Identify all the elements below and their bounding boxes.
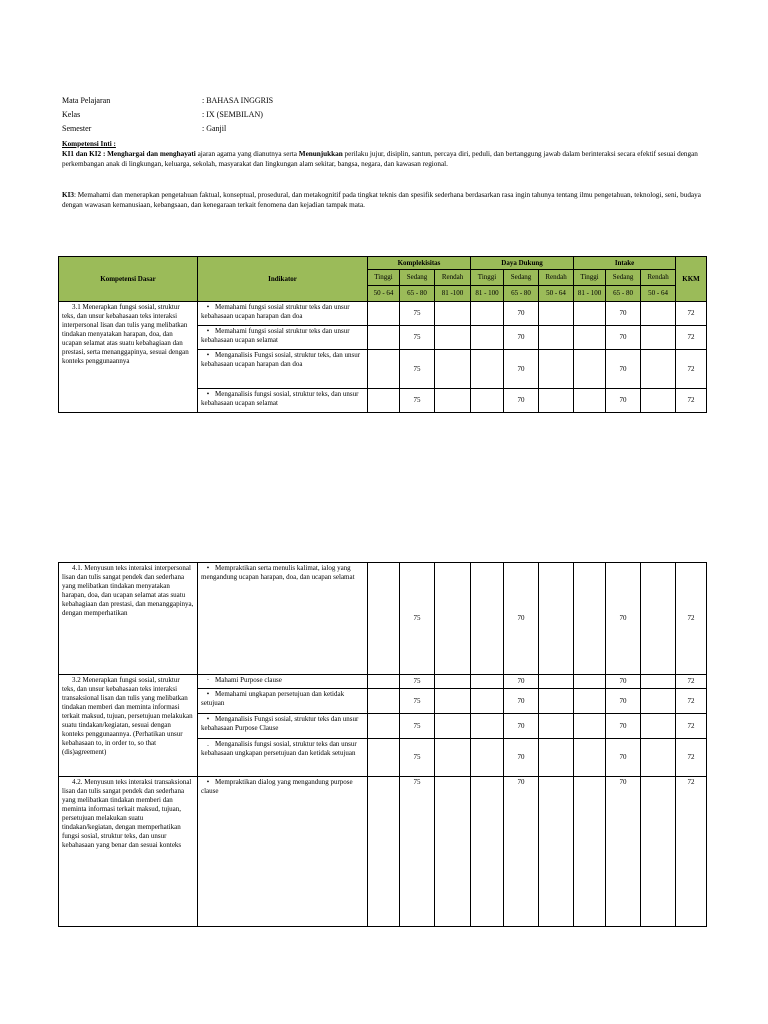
header-tinggi: Tinggi: [471, 270, 504, 286]
kd-3-1: 3.1 Menerapkan fungsi sosial, struktur teks, dan unsur kebahasaan teks interaksi interpersonal lisan dan tulis yang melibatkan tindakan menyatakan harapan, doa, dan ucapan selamat atas suatu kebahagiaan dan prestasi, serta menanggapinya, sesuai dengan konteks penggunaannya: [59, 302, 198, 413]
intake-value: 70: [606, 350, 641, 389]
dd-value: 70: [504, 350, 539, 389]
kompetensi-inti-ki12: [62, 139, 712, 169]
header-indikator: Indikator: [198, 257, 368, 302]
komp-value: 75: [400, 350, 435, 389]
indikator-cell: . Menganalisis fungsi sosial, struktur teks dan unsur kebahasaan ungkapan persetujuan dan ketidak setujuan: [198, 739, 368, 777]
header-rendah: Rendah: [539, 270, 574, 286]
range-cell: 81 - 100: [574, 286, 606, 302]
dd-value: 70: [504, 302, 539, 326]
range-cell: 65 - 80: [606, 286, 641, 302]
kompetensi-inti-ki3: [62, 190, 712, 210]
komp-value: 75: [400, 689, 435, 714]
ki12-emph: Menunjukkan: [298, 150, 343, 158]
indikator-cell: • Memahami fungsi sosial struktur teks dan unsur kebahasaan ucapan selamat: [198, 326, 368, 350]
bullet-icon: •: [206, 715, 210, 723]
indikator-cell: • Menganalisis Fungsi sosial, struktur teks, dan unsur kebahasaan ucapan harapan dan doa: [198, 350, 368, 389]
table-row: [59, 302, 707, 326]
header-sedang: Sedang: [504, 270, 539, 286]
dd-value: 70: [504, 675, 539, 689]
komp-value: 75: [400, 563, 435, 675]
range-cell: 81 -100: [435, 286, 471, 302]
range-cell: 65 - 80: [504, 286, 539, 302]
header-kkm: KKM: [676, 257, 707, 302]
header-daya-dukung: Daya Dukung: [471, 257, 574, 270]
range-cell: 50 - 64: [539, 286, 574, 302]
dd-value: 70: [504, 777, 539, 927]
indikator-cell: • Mempraktikan serta menulis kalimat, ialog yang mengandung ucapan harapan, doa, dan ucapan selamat: [198, 563, 368, 675]
indikator-cell: • Menganalisis Fungsi sosial, struktur teks dan unsur kebahasaan Purpose Clause: [198, 714, 368, 739]
info-value: : BAHASA INGGRIS: [202, 96, 274, 105]
header-kompetensi-dasar: Kompetensi Dasar: [59, 257, 198, 302]
info-row-class: [62, 108, 273, 122]
kkm-value: 72: [676, 739, 707, 777]
info-row-semester: [62, 122, 273, 136]
bullet-icon: •: [206, 778, 210, 786]
intake-value: 70: [606, 675, 641, 689]
range-cell: 81 - 100: [471, 286, 504, 302]
komp-value: 75: [400, 326, 435, 350]
kkm-value: 72: [676, 563, 707, 675]
kkm-value: 72: [676, 777, 707, 927]
range-cell: 50 - 64: [641, 286, 676, 302]
intake-value: 70: [606, 563, 641, 675]
kd-3-2: 3.2 Menerapkan fungsi sosial, struktur teks, dan unsur kebahasaan teks interaksi transaksional lisan dan tulis yang melibatkan tindakan memberi dan meminta informasi terkait maksud, tujuan, persetujuan melakukan suatu tindakan/kegiatan, sesuai dengan konteks penggunaannya. (Perhatikan unsur kebahasaan to, in order to, so that (dis)agreement): [59, 675, 198, 777]
info-row-subject: [62, 94, 273, 108]
intake-value: 70: [606, 714, 641, 739]
intake-value: 70: [606, 326, 641, 350]
info-value: : Ganjil: [202, 124, 227, 133]
intake-value: 70: [606, 389, 641, 413]
intake-value: 70: [606, 739, 641, 777]
ki-heading: Kompetensi Inti :: [62, 140, 116, 148]
intake-value: 70: [606, 689, 641, 714]
indikator-cell: • Mempraktikan dialog yang mengandung purpose clause: [198, 777, 368, 927]
komp-value: 75: [400, 302, 435, 326]
kd-4-2: 4.2. Menyusun teks interaksi transaksional lisan dan tulis sangat pendek dan sederhana yang melibatkan tindakan memberi dan meminta informasi terkait maksud, tujuan, persetujuan melakukan suatu tindakan/kegiatan, dengan memperhatikan fungsi sosial, struktur teks, dan unsur kebahasaan yang benar dan sesuai konteks: [59, 777, 198, 927]
kkm-value: 72: [676, 714, 707, 739]
kkm-value: 72: [676, 302, 707, 326]
dd-value: 70: [504, 714, 539, 739]
komp-value: 75: [400, 675, 435, 689]
komp-value: 75: [400, 739, 435, 777]
ki3-lead: KI3: [62, 191, 74, 199]
bullet-icon: •: [206, 690, 210, 698]
header-intake: Intake: [574, 257, 676, 270]
range-cell: 65 - 80: [400, 286, 435, 302]
dd-value: 70: [504, 389, 539, 413]
header-sedang: Sedang: [606, 270, 641, 286]
bullet-icon: •: [206, 390, 210, 398]
kkm-value: 72: [676, 389, 707, 413]
header-rendah: Rendah: [435, 270, 471, 286]
info-label: Mata Pelajaran: [62, 96, 111, 105]
header-rendah: Rendah: [641, 270, 676, 286]
info-value: : IX (SEMBILAN): [202, 110, 263, 119]
header-kompleksitas: Komplekisitas: [368, 257, 471, 270]
ki12-text-2: perilaku jujur, disiplin, santun, percaya diri, peduli, dan bertanggung jawab dalam berinteraksi secara efektif sesuai dengan perkembangan anak di lingkungan, keluarga, sekolah, masyarakat dan lingkungan alam sekitar, bangsa, negara, dan kawasan regional.: [62, 150, 698, 168]
bullet-icon: •: [206, 351, 210, 359]
table-row: [59, 675, 707, 689]
table-row: [59, 563, 707, 675]
indikator-cell: · Mahami Purpose clause: [198, 675, 368, 689]
bullet-icon: •: [206, 327, 210, 335]
bullet-icon: .: [207, 740, 209, 748]
kkm-value: 72: [676, 689, 707, 714]
komp-value: 75: [400, 389, 435, 413]
dd-value: 70: [504, 689, 539, 714]
bullet-icon: ·: [206, 676, 210, 684]
bullet-icon: •: [206, 564, 210, 572]
subject-info: [62, 94, 273, 136]
kkm-value: 72: [676, 350, 707, 389]
kd-4-1: 4.1. Menyusun teks interaksi interpersonal lisan dan tulis sangat pendek dan sederhana yang melibatkan tindakan menyatakan harapan, doa, dan ucapan selamat atas suatu kebahagiaan dan prestasi, dan menanggapinya, dengan memperhatikan: [59, 563, 198, 675]
table-row: [59, 777, 707, 927]
indikator-cell: • Memahami ungkapan persetujuan dan ketidak setujuan: [198, 689, 368, 714]
dd-value: 70: [504, 326, 539, 350]
intake-value: 70: [606, 302, 641, 326]
header-sedang: Sedang: [400, 270, 435, 286]
dd-value: 70: [504, 739, 539, 777]
kkm-value: 72: [676, 326, 707, 350]
info-label: Kelas: [62, 110, 81, 119]
header-tinggi: Tinggi: [368, 270, 400, 286]
kkm-table-1: [58, 256, 707, 413]
bullet-icon: •: [206, 303, 210, 311]
info-label: Semester: [62, 124, 92, 133]
kkm-value: 72: [676, 675, 707, 689]
komp-value: 75: [400, 777, 435, 927]
indikator-cell: • Memahami fungsi sosial struktur teks dan unsur kebahasaan ucapan harapan dan doa: [198, 302, 368, 326]
header-tinggi: Tinggi: [574, 270, 606, 286]
ki12-text: ajaran agama yang dianutnya serta: [195, 150, 299, 158]
kkm-table-2: [58, 562, 707, 927]
ki12-lead: KI1 dan KI2 : Menghargai dan menghayati: [62, 150, 196, 158]
intake-value: 70: [606, 777, 641, 927]
indikator-cell: • Menganalisis fungsi sosial, struktur teks, dan unsur kebahasaan ucapan selamat: [198, 389, 368, 413]
ki3-text: : Memahami dan menerapkan pengetahuan faktual, konseptual, prosedural, dan metakognitif pada tingkat teknis dan spesifik sederhana berdasarkan rasa ingin tahunya tentang ilmu pengetahuan, teknologi, seni, budaya dengan wawasan kemanusiaan, kebangsaan, dan kenegaraan terkait fenomena dan kejadian tampak mata.: [62, 191, 701, 209]
range-cell: 50 - 64: [368, 286, 400, 302]
dd-value: 70: [504, 563, 539, 675]
komp-value: 75: [400, 714, 435, 739]
